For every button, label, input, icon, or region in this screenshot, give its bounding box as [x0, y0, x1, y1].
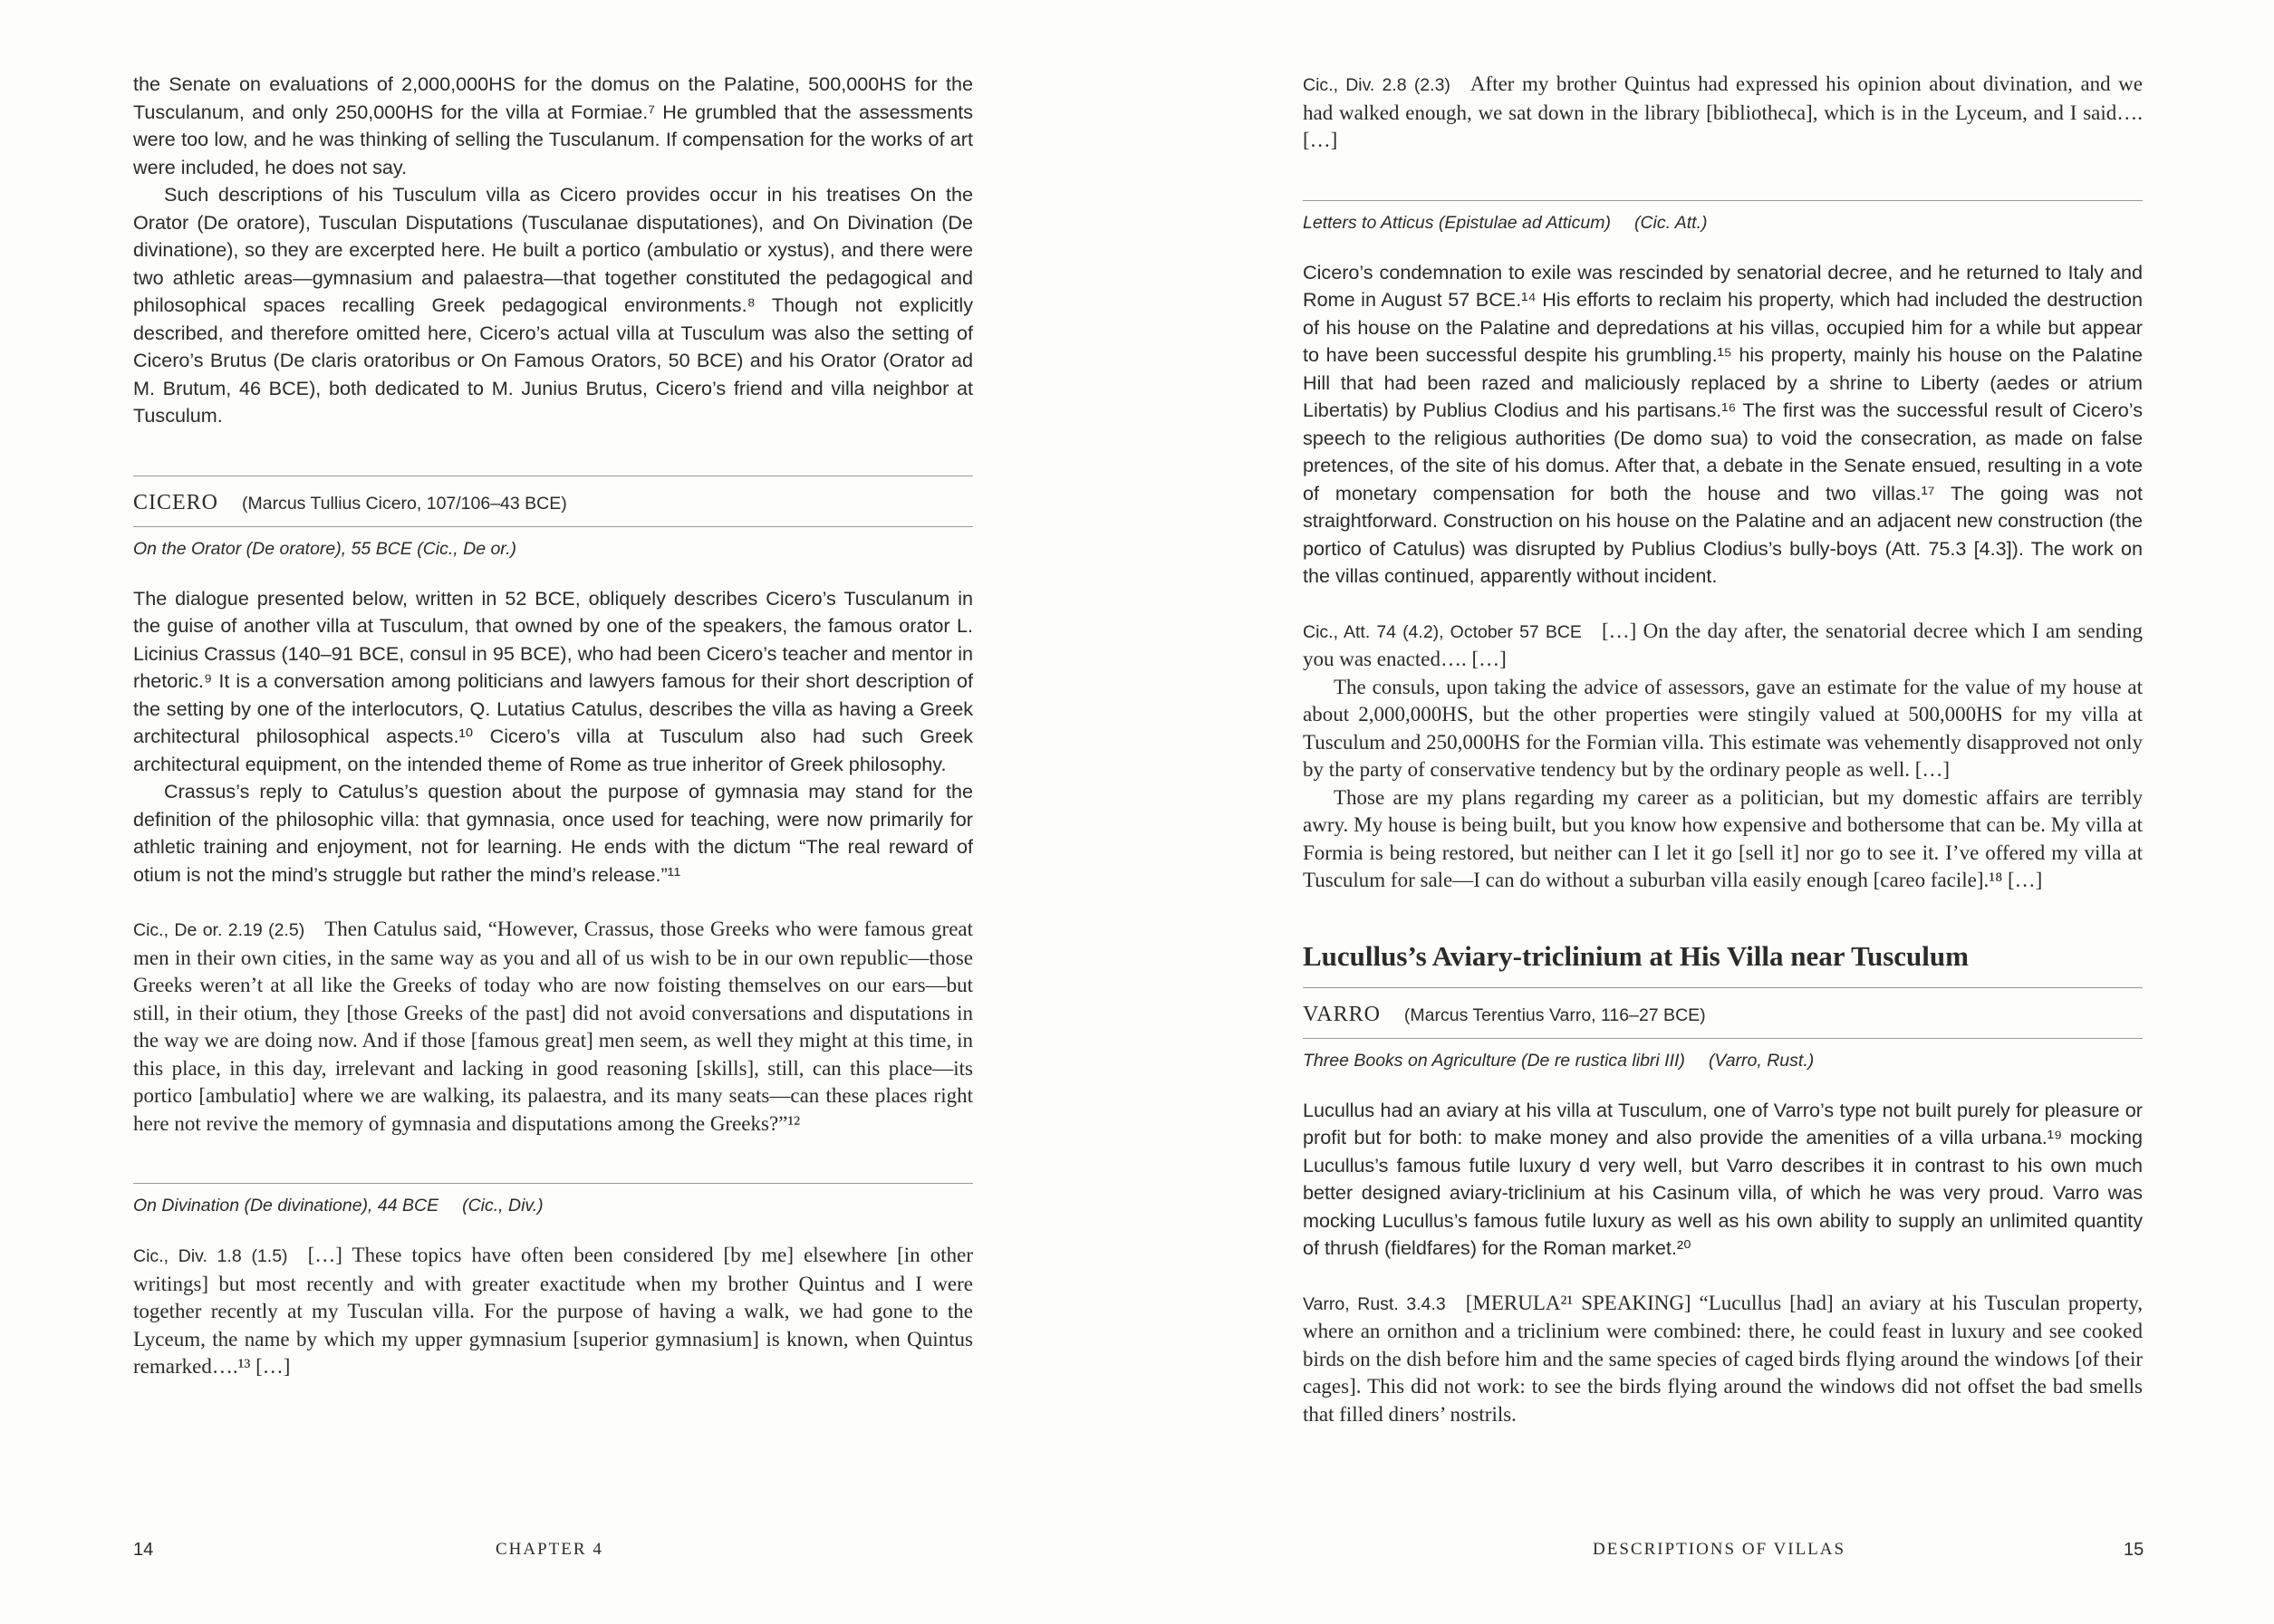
- quote-ad-atticum-3: Those are my plans regarding my career as a politician, but my domestic affairs are terribly awry. My house is being built, but you know how expensive and bothersome that can be. My villa at Formia is being restored, but neither can I let it go [sell it] nor go to see it. I’ve offered my villa at Tusculum for sale—I can do without a suburban villa easily enough [careo facile].¹⁸ […]: [1303, 785, 2143, 891]
- quote-text: […] On the day after, the senatorial decree which I am sending you was enacted…. […]: [1303, 619, 2144, 670]
- work-title: On Divination (De divinatione), 44 BCE: [133, 1196, 439, 1216]
- quote-citation: Cic., Att. 74 (4.2), October 57 BCE: [1303, 621, 1582, 642]
- section-title: Lucullus’s Aviary-triclinium at His Villa near Tusculum: [1303, 939, 1969, 972]
- running-head-right: DESCRIPTIONS OF VILLAS: [1593, 1540, 1846, 1559]
- quote-citation: Cic., Div. 2.8 (2.3): [1303, 75, 1450, 95]
- page-number-right: 15: [2124, 1540, 2144, 1560]
- work-title-ad-atticum: [1303, 201, 2143, 234]
- de-re-rustica-paragraph: Lucullus had an aviary at his villa at Tusculum, one of Varro’s type not built purely for pleasure or profit but for both: to make money and also provide the amenities of a villa urbana.¹⁹ mocking Lucullus’s famous futile luxury d very well, but Varro describes it in contrast to his own much better designed aviary-triclinium at his Casinum villa, of which he was very proud. Varro was mocking Lucullus’s famous futile luxury as well as his own ability to supply an unlimited quantity of thrush (fieldfares) for the Roman market.²⁰: [1303, 1098, 2143, 1259]
- page-number-left: 14: [133, 1540, 154, 1560]
- right-column: [1303, 71, 2143, 1428]
- quote-de-divinatione-1: [133, 1242, 973, 1381]
- intro-paragraph-2: Such descriptions of his Tusculum villa as Cicero provides occur in his treatises On the Orator (De oratore), Tusculan Disputations (Tusculanae disputationes), and On Divination (De divinatione), so they are excerpted here. He built a portico (ambulatio or xystus), and there were two athletic areas—gymnasium and palaestra—that together constituted the pedagogical and philosophical spaces recalling Greek pedagogical environments.⁸ Though not explicitly described, and therefore omitted here, Cicero’s actual villa at Tusculum was also the setting of Cicero’s Brutus (De claris oratoribus or On Famous Orators, 50 BCE) and his Orator (Orator ad M. Brutum, 46 BCE), both dedicated to M. Junius Brutus, Cicero’s friend and villa neighbor at Tusculum.: [133, 183, 973, 427]
- work-title: Letters to Atticus (Epistulae ad Atticum): [1303, 212, 1611, 233]
- work-abbreviation: (Cic., Div.): [462, 1196, 544, 1216]
- ad-atticum-paragraph: Cicero’s condemnation to exile was rescinded by senatorial decree, and he returned to Italy and Rome in August 57 BCE.¹⁴ His efforts to reclaim his property, which had included the destruction of his house on the Palatine and depredations at his villas, occupied him for a while but appear to have been successful despite his grumbling.¹⁵ his property, mainly his house on the Palatine Hill that had been razed and maliciously replaced by a shrine to Liberty (aedes or atrium Libertatis) by Publius Clodius and his partisans.¹⁶ The first was the successful result of Cicero’s speech to the religious authorities (De domo sua) to void the consecration, as made on false pretences, of the site of his domus. After that, a debate in the Senate ensued, resulting in a vote of monetary compensation for both the house and two villas.¹⁷ The going was not straightforward. Construction on his house on the Palatine and an adjacent new construction (the portico of Catulus) was disrupted by Publius Clodius’s bully-boys (Att. 75.3 [4.3]). The work on the villas continued, apparently without incident.: [1303, 260, 2143, 587]
- quote-de-divinatione-2: [1303, 71, 2143, 155]
- work-title-de-divinatione: [133, 1184, 973, 1216]
- quote-citation: Varro, Rust. 3.4.3: [1303, 1293, 1446, 1314]
- quote-de-re-rustica: [1303, 1290, 2143, 1429]
- work-title-de-re-rustica: [1303, 1039, 2143, 1071]
- work-abbreviation: (Cic. Att.): [1633, 212, 1708, 233]
- author-heading: [133, 476, 973, 526]
- quote-text: […] These topics have often been considered [by me] elsewhere [in other writings] but most recently and with greater exactitude when my brother Quintus and I were together recently at my Tusculan villa. For the purpose of having a walk, we had gone to the Lyceum, the name by which my upper gymnasium [superior gymnasium] is known, when Quintus remarked….¹³ […]: [133, 1244, 973, 1378]
- de-oratore-paragraph-2: Crassus’s reply to Catulus’s question about the purpose of gymnasia may stand for the definition of the philosophic villa: that gymnasia, once used for teaching, were now primarily for athletic training and enjoyment, not for learning. He ends with the dictum “The real reward of otium is not the mind’s struggle but rather the mind’s release.”¹¹: [133, 780, 973, 886]
- quote-ad-atticum-1: [1303, 618, 2143, 674]
- work-title: Three Books on Agriculture (De re rustica libri III): [1303, 1050, 1685, 1071]
- running-head-left: CHAPTER 4: [496, 1540, 603, 1559]
- quote-text: After my brother Quintus had expressed his opinion about divination, and we had walked enough, we sat down in the library [bibliotheca], which is in the Lyceum, and I said…. […]: [1303, 72, 2144, 151]
- author-name: CICERO: [133, 490, 219, 514]
- author-heading: [1303, 988, 2143, 1038]
- author-dates: (Marcus Terentius Varro, 116–27 BCE): [1403, 1004, 1706, 1025]
- author-dates: (Marcus Tullius Cicero, 107/106–43 BCE): [242, 493, 567, 514]
- work-abbreviation: (Varro, Rust.): [1708, 1050, 1815, 1071]
- quote-citation: Cic., De or. 2.19 (2.5): [133, 920, 305, 940]
- quote-text: Then Catulus said, “However, Crassus, those Greeks who were famous great men in their own cities, in the same way as you and all of us wish to be in our own republic—those Greeks weren’t at all like the Greeks of today who are now foisting themselves on our ears—but still, in their otium, they [those Greeks of the past] did not avoid conversations and disputations in the way we are doing now. And if those [famous great] men seem, as well they might at this time, in this place, in this day, irrelevant and lacking in good reasoning [skills], still, can this place—its portico [ambulatio] where we are walking, its palaestra, and its many seats—can these places right here not revive the memory of gymnasia and disputations among the Greeks?”¹²: [133, 918, 974, 1135]
- right-page: [1137, 0, 2274, 1624]
- quote-text: [MERULA²¹ SPEAKING] “Lucullus [had] an aviary at his Tusculan property, where an ornithon and a triclinium were combined: there, he could feast in luxury and see cooked birds on the dish before him and the same species of caged birds flying around the windows [of their cages]. This did not work: to see the birds flying around the windows did not offset the bad smells that filled diners’ nostrils.: [1303, 1291, 2144, 1426]
- author-name: VARRO: [1303, 1002, 1381, 1026]
- de-oratore-paragraph-1: The dialogue presented below, written in 52 BCE, obliquely describes Cicero’s Tusculanum in the guise of another villa at Tusculum, that owned by one of the speakers, the famous orator L. Licinius Crassus (140–91 BCE, consul in 95 BCE), who had been Cicero’s teacher and mentor in rhetoric.⁹ It is a conversation among politicians and lawyers famous for their short description of the setting by one of the interlocutors, Q. Lutatius Catulus, describes the villa as having a Greek architectural philosophical aspects.¹⁰ Cicero’s villa at Tusculum also had such Greek architectural equipment, on the intended theme of Rome as true inheritor of Greek philosophy.: [133, 586, 973, 775]
- intro-paragraph-1: the Senate on evaluations of 2,000,000HS for the domus on the Palatine, 500,000HS for the Tusculanum, and only 250,000HS for the villa at Formiae.⁷ He grumbled that the assessments were too low, and he was thinking of selling the Tusculanum. If compensation for the works of art were included, he does not say.: [133, 72, 973, 178]
- quote-de-oratore: [133, 916, 973, 1138]
- quote-ad-atticum-2: The consuls, upon taking the advice of assessors, gave an estimate for the value of my house at about 2,000,000HS, but the other properties were stingily valued at 500,000HS for my villa at Tusculum and 250,000HS for the Formian villa. This estimate was vehemently disapproved not only by the party of conservative tendency but by the ordinary people as well. […]: [1303, 675, 2143, 781]
- work-title-de-oratore: On the Orator (De oratore), 55 BCE (Cic., De or.): [133, 538, 516, 559]
- left-column: [133, 71, 973, 1381]
- quote-citation: Cic., Div. 1.8 (1.5): [133, 1246, 288, 1266]
